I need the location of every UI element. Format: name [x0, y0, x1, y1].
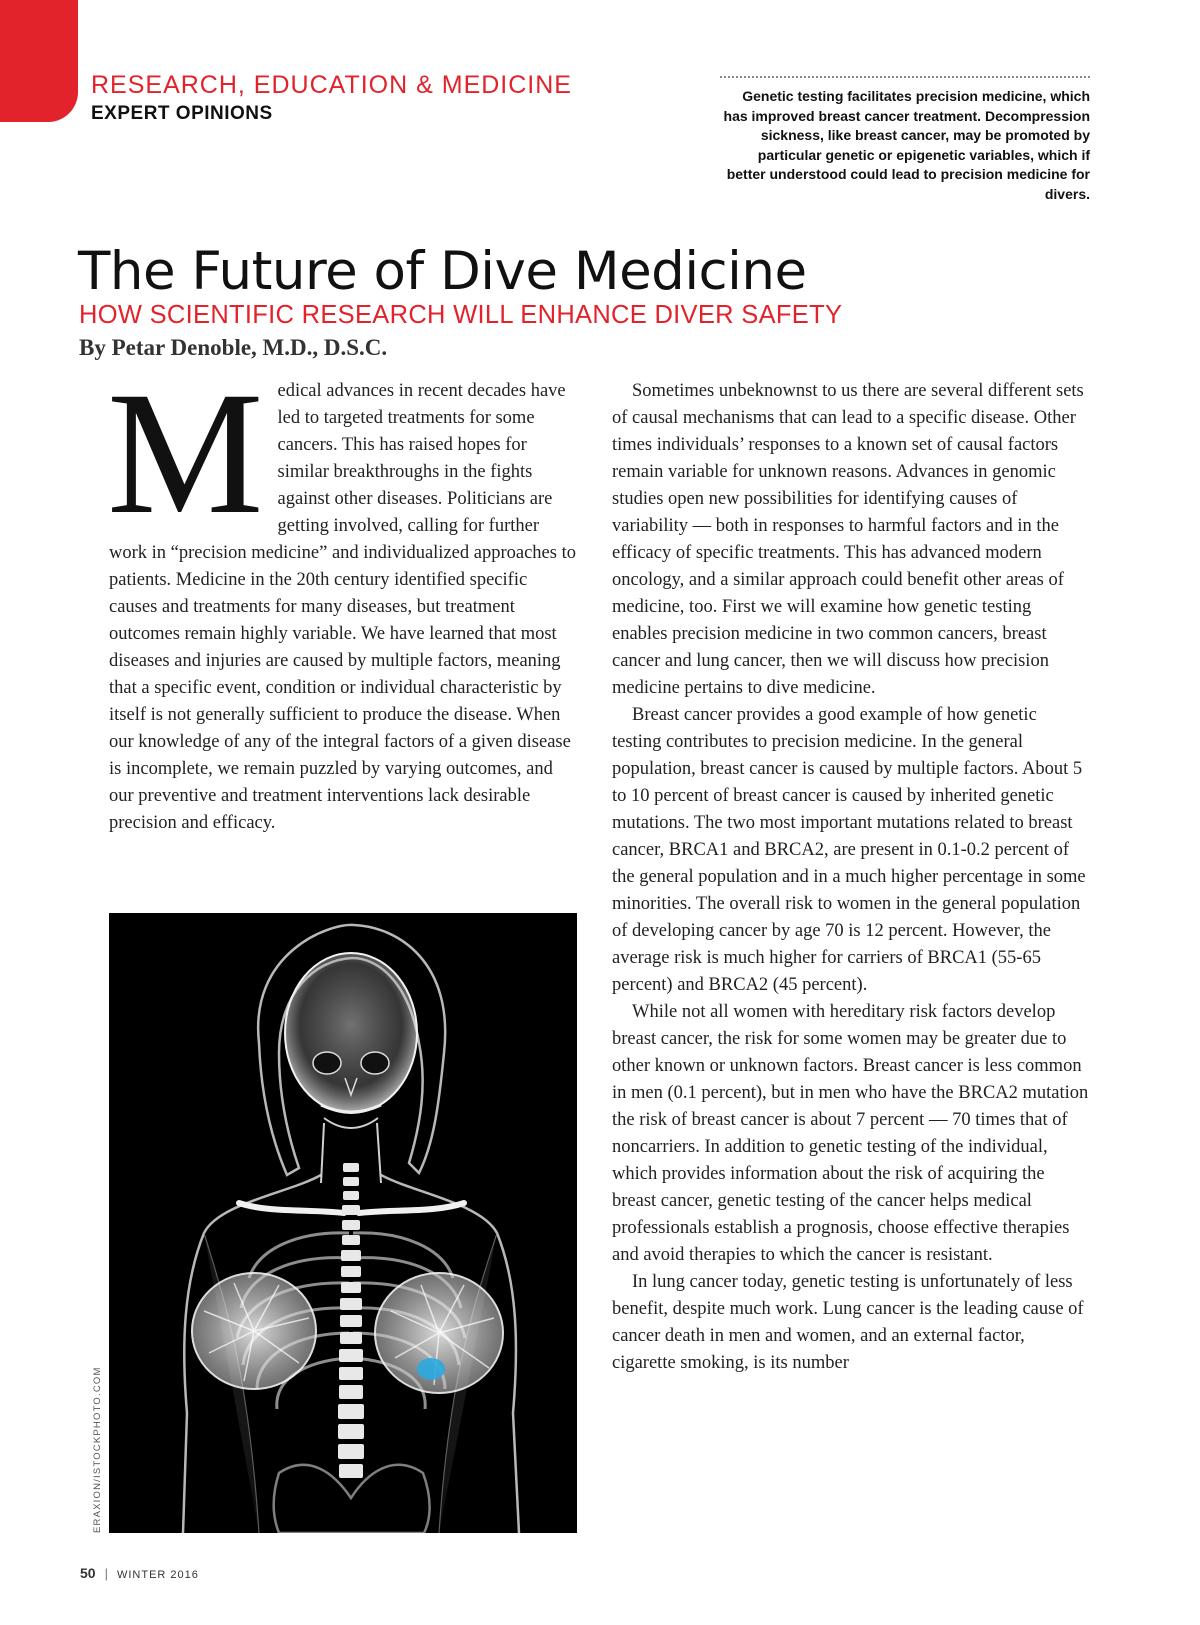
xray-torso-illustration	[109, 913, 577, 1533]
article-teaser: Genetic testing facilitates precision medicine, which has improved breast cancer treatment. Decompression sickness, like breast cancer, may be promoted by particular genetic or epigenetic variables, which if better understood could lead to precision medicine for divers.	[720, 76, 1090, 204]
body-paragraph: Sometimes unbeknownst to us there are several different sets of causal mechanisms that can lead to a specific disease. Other times individuals’ responses to a known set of causal factors remain variable for unknown reasons. Advances in genomic studies open new possibilities for identifying causes of variability — both in responses to harmful factors and in the efficacy of specific treatments. This has advanced modern oncology, and a similar approach could benefit other areas of medicine, too. First we will examine how genetic testing enables precision medicine in two common cancers, breast cancer and lung cancer, then we will discuss how precision medicine pertains to dive medicine.	[612, 381, 1084, 698]
article-byline: By Petar Denoble, M.D., D.S.C.	[79, 335, 388, 360]
article-column-left	[107, 356, 579, 837]
section-color-tab	[0, 0, 78, 122]
issue-label: WINTER 2016	[116, 1569, 199, 1581]
photo-credit: ERAXION/ISTOCKPHOTO.COM	[92, 1366, 103, 1533]
body-paragraph: In lung cancer today, genetic testing is unfortunately of less benefit, despite much work. Lung cancer is the leading cause of cancer death in men and women, and an external factor, cigarette smoking, is its number	[612, 1272, 1084, 1373]
page-footer	[80, 1566, 199, 1582]
article-column-right	[612, 378, 1090, 1377]
subsection-label: EXPERT OPINIONS	[91, 103, 273, 124]
article-subtitle: HOW SCIENTIFIC RESEARCH WILL ENHANCE DIVER SAFETY	[79, 301, 843, 329]
section-label: RESEARCH, EDUCATION & MEDICINE	[91, 71, 572, 99]
page-number: 50	[80, 1565, 96, 1581]
body-paragraph: Breast cancer provides a good example of how genetic testing contributes to precision medicine. In the general population, breast cancer is caused by multiple factors. About 5 to 10 percent of breast cancer is caused by inherited genetic mutations. The two most important mutations related to breast cancer, BRCA1 and BRCA2, are present in 0.1-0.2 percent of the general population and in a much higher percentage in some minorities. The overall risk to women in the general population of developing cancer by age 70 is 12 percent. However, the average risk is much higher for carriers of BRCA1 (55-65 percent) and BRCA2 (45 percent).	[612, 705, 1086, 995]
body-paragraph: While not all women with hereditary risk factors develop breast cancer, the risk for some women may be greater due to other known or unknown factors. Breast cancer is less common in men (0.1 percent), but in men who have the BRCA2 mutation the risk of breast cancer is about 7 percent — 70 times that of noncarriers. In addition to genetic testing of the individual, which provides information about the risk of acquiring the breast cancer, genetic testing of the cancer helps medical professionals establish a prognosis, choose effective therapies and avoid therapies to which the cancer is resistant.	[612, 1002, 1089, 1265]
footer-divider: |	[104, 1566, 108, 1581]
body-paragraph: edical advances in recent decades have led to targeted treatments for some cancers. This has raised hopes for similar breakthroughs in the fights against other diseases. Politicians are getting involved, calling for further work in “precision medicine” and individualized approaches to patients. Medicine in the 20th century identified specific causes and treatments for many diseases, but treatment outcomes remain highly variable. We have learned that most diseases and injuries are caused by multiple factors, meaning that a specific event, condition or individual characteristic by itself is not generally sufficient to produce the disease. When our knowledge of any of the integral factors of a given disease is incomplete, we remain puzzled by varying outcomes, and our preventive and treatment interventions lack desirable precision and efficacy.	[109, 381, 576, 833]
drop-cap: M	[107, 356, 264, 551]
article-title: The Future of Dive Medicine	[78, 241, 807, 302]
